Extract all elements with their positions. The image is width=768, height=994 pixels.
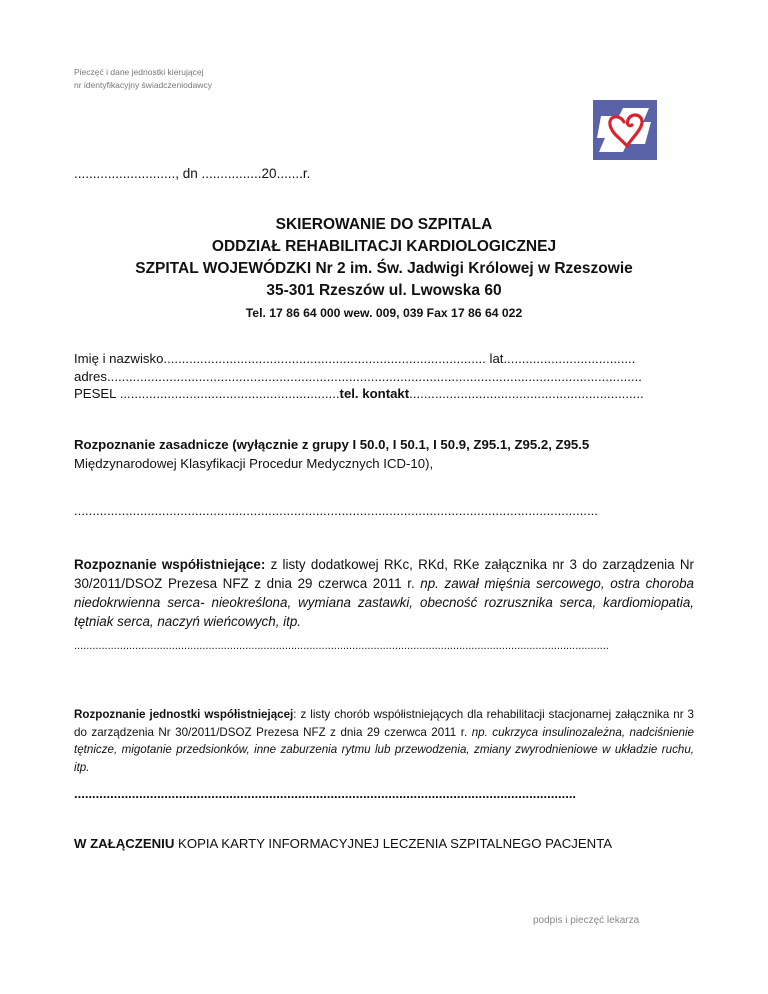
issuer-stamp-area [74,66,212,92]
diagnosis-comorbid-heading: Rozpoznanie współistniejące: [74,557,266,572]
attachment-text: KOPIA KARTY INFORMACYJNEJ LECZENIA SZPITALNEGO PACJENTA [174,836,613,851]
name-field[interactable]: ........................................................................................ [163,351,486,366]
date-line: ..........................., dn ................20.......r. [74,166,311,181]
contact-phone-fax: Tel. 17 86 64 000 wew. 009, 039 Fax 17 86 64 022 [245,306,523,320]
diagnosis-main-heading: Rozpoznanie zasadnicze (wyłącznie z grupy I 50.0, I 50.1, I 50.9, Z95.1, Z95.2, Z95.5 [74,437,590,452]
title-line-1: SKIEROWANIE DO SZPITALA [275,216,493,233]
patient-pesel-row [74,385,644,403]
diagnosis-unit-section [74,706,694,776]
patient-data [74,350,644,403]
heart-cross-logo-icon [593,100,657,160]
age-label: lat [485,351,504,366]
patient-address-row [74,368,644,386]
pesel-label: PESEL [74,386,120,401]
title-line-4: 35-301 Rzeszów ul. Lwowska 60 [266,282,502,299]
contact-label: tel. kontakt [339,386,410,401]
diagnosis-unit-field[interactable]: ........................................................................................................................................... [74,786,577,801]
document-title [0,214,768,320]
age-field[interactable]: .................................... [503,351,636,366]
diagnosis-unit-text: : z listy chorób współistniejących dla rehabilitacji stacjonarnej załącznika nr 3 do zarządzenia Nr 30/2011/DSOZ Prezesa NFZ z dnia 29 czerwca 2011 r. [74,708,694,739]
diagnosis-comorbid-section [74,555,694,631]
diagnosis-unit-examples: np. cukrzyca insulinozależna, nadciśnienie tętnicze, migotanie przedsionków, inne zaburzenia rytmu lub przewodzenia, zmiany zwyrodnieniowe w układzie ruchu, itp. [74,725,694,774]
stamp-line-2: nr identyfikacyjny świadczeniodawcy [74,80,212,90]
attachment-note [74,836,612,851]
attachment-label: W ZAŁĄCZENIU [74,836,175,851]
stamp-line-1: Pieczęć i dane jednostki kierującej [74,67,204,77]
title-line-2: ODDZIAŁ REHABILITACJI KARDIOLOGICZNEJ [211,238,557,255]
diagnosis-main-field[interactable]: ............................................................................................................................................... [74,503,598,518]
diagnosis-main-note: Międzynarodowej Klasyfikacji Procedur Medycznych ICD-10), [74,455,434,471]
diagnosis-unit-heading: Rozpoznanie jednostki współistniejącej [74,708,294,721]
address-field[interactable]: .................................................................................................................................................. [107,368,642,384]
diagnosis-comorbid-examples: np. zawał mięśnia sercowego, ostra choroba niedokrwienna serca- nieokreślona, wymiana zastawki, obecność rozrusznika serca, kardiomiopatia, tętniak serca, naczyń wieńcowych, itp. [74,576,694,629]
diagnosis-comorbid-text: z listy dodatkowej RKc, RKd, RKe załącznika nr 3 do zarządzenia Nr 30/2011/DSOZ Prezesa NFZ z dnia 29 czerwca 2011 r. [74,557,694,591]
diagnosis-comorbid-field[interactable]: ............................................................................................................................................................................... [74,640,609,652]
diagnosis-main-section [74,436,694,473]
title-line-3: SZPITAL WOJEWÓDZKI Nr 2 im. Św. Jadwigi Królowej w Rzeszowie [135,260,633,277]
patient-name-row [74,350,644,368]
contact-field[interactable]: ................................................................ [409,386,644,401]
name-label: Imię i nazwisko [74,351,164,366]
address-label: adres [74,368,107,384]
pesel-field[interactable]: ............................................................ [119,386,340,401]
signature-label: podpis i pieczęć lekarza [533,915,640,926]
